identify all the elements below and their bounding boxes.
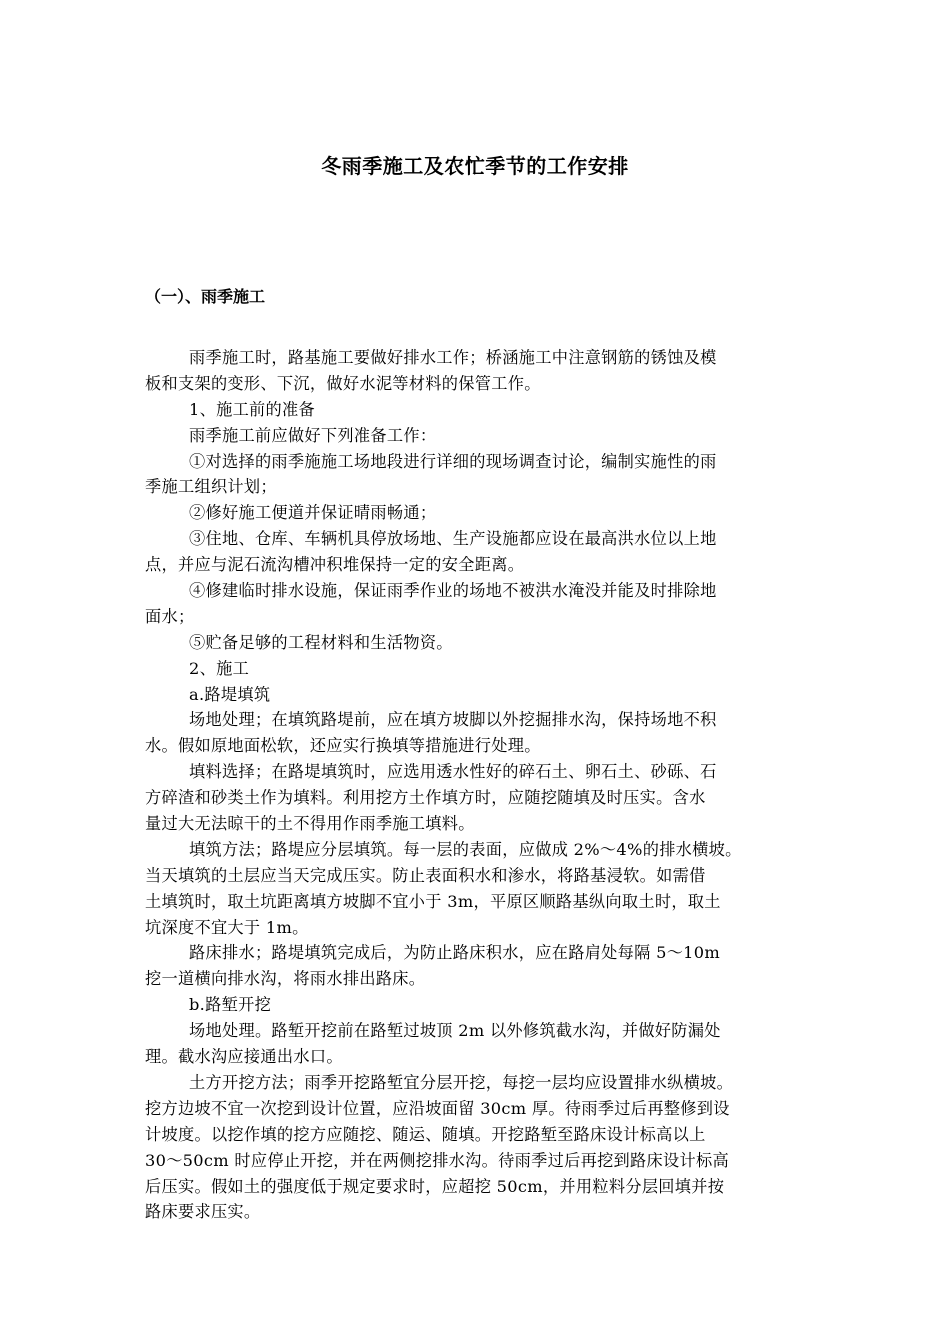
text-line: 点，并应与泥石流沟槽冲积堆保持一定的安全距离。 <box>145 555 525 575</box>
text-line: ②修好施工便道并保证晴雨畅通； <box>189 503 437 523</box>
text-line: 理。截水沟应接通出水口。 <box>145 1047 343 1067</box>
text-line: 填料选择；在路堤填筑时，应选用透水性好的碎石土、卵石土、砂砾、石 <box>189 762 717 782</box>
text-line: ④修建临时排水设施，保证雨季作业的场地不被洪水淹没并能及时排除地 <box>189 581 717 601</box>
text-line: 场地处理；在填筑路堤前，应在填方坡脚以外挖掘排水沟，保持场地不积 <box>189 710 717 730</box>
text-line: 坑深度不宜大于 1m。 <box>145 917 309 937</box>
text-line: 方碎渣和砂类土作为填料。利用挖方土作填方时，应随挖随填及时压实。含水 <box>145 788 706 808</box>
body-text <box>145 345 807 1225</box>
text-line: 填筑方法；路堤应分层填筑。每一层的表面，应做成 2%～4%的排水横坡。 <box>189 839 742 859</box>
text-line: 挖一道横向排水沟，将雨水排出路床。 <box>145 969 426 989</box>
text-line: 场地处理。路堑开挖前在路堑过坡顶 2m 以外修筑截水沟，并做好防漏处 <box>189 1021 721 1041</box>
text-line: 雨季施工时，路基施工要做好排水工作；桥涵施工中注意钢筋的锈蚀及模 <box>189 348 717 367</box>
text-line: 2、施工 <box>189 658 250 678</box>
text-line: 板和支架的变形、下沉，做好水泥等材料的保管工作。 <box>145 373 541 393</box>
text-line: 雨季施工前应做好下列准备工作： <box>189 425 437 445</box>
text-line: 30～50cm 时应停止开挖，并在两侧挖排水沟。待雨季过后再挖到路床设计标高 <box>145 1150 729 1170</box>
text-line: 后压实。假如土的强度低于规定要求时，应超挖 50cm，并用粒料分层回填并按 <box>145 1176 725 1196</box>
text-line: 水。假如原地面松软，还应实行换填等措施进行处理。 <box>145 736 541 756</box>
text-line: 面水； <box>145 606 195 626</box>
text-line: ③住地、仓库、车辆机具停放场地、生产设施都应设在最高洪水位以上地 <box>189 529 717 549</box>
text-line: 季施工组织计划； <box>145 477 277 497</box>
page-title: 冬雨季施工及农忙季节的工作安排 <box>321 154 629 178</box>
text-line: 路床要求压实。 <box>145 1202 261 1222</box>
text-line: 路床排水；路堤填筑完成后，为防止路床积水，应在路肩处每隔 5～10m <box>189 943 721 963</box>
text-line: ①对选择的雨季施施工场地段进行详细的现场调查讨论，编制实施性的雨 <box>189 451 717 471</box>
text-line: 量过大无法晾干的土不得用作雨季施工填料。 <box>145 814 475 834</box>
text-line: 当天填筑的土层应当天完成压实。防止表面积水和渗水，将路基浸软。如需借 <box>145 865 706 885</box>
text-line: 1、施工前的准备 <box>189 399 316 419</box>
text-line: 土填筑时，取土坑距离填方坡脚不宜小于 3m，平原区顺路基纵向取土时，取土 <box>145 891 721 911</box>
text-line: ⑤贮备足够的工程材料和生活物资。 <box>189 632 453 652</box>
text-line: 计坡度。以挖作填的挖方应随挖、随运、随填。开挖路堑至路床设计标高以上 <box>145 1124 706 1144</box>
text-line: b.路堑开挖 <box>189 995 272 1015</box>
text-line: 土方开挖方法；雨季开挖路堑宜分层开挖，每挖一层均应设置排水纵横坡。 <box>189 1072 734 1092</box>
text-line: a.路堤填筑 <box>189 684 271 704</box>
text-line: 挖方边坡不宜一次挖到设计位置，应沿坡面留 30cm 厚。待雨季过后再整修到设 <box>145 1098 730 1118</box>
section-heading: （一）、雨季施工 <box>145 287 266 306</box>
